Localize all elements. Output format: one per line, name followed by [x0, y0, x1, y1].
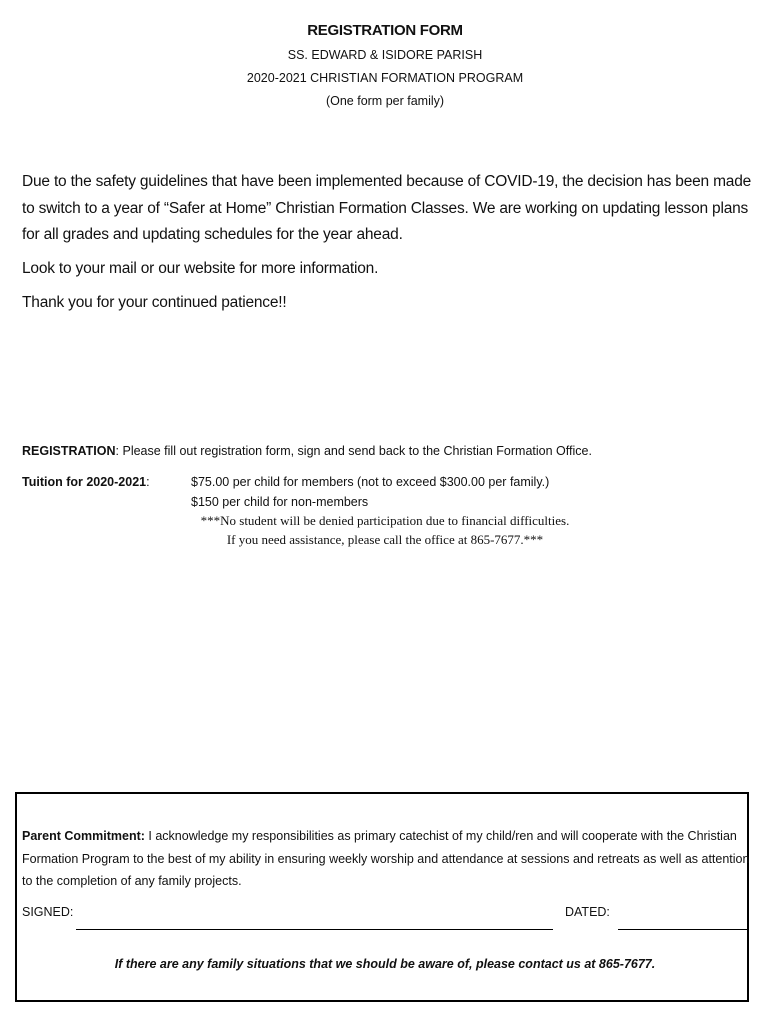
- financial-note-text: ***No student will be denied participation due to financial difficulties.: [200, 513, 570, 528]
- parish-name: SS. EDWARD & ISIDORE PARISH: [287, 48, 483, 62]
- registration-instructions: [22, 444, 592, 458]
- nonmember-price: $150 per child for non-members: [191, 495, 369, 509]
- parent-commitment: [22, 825, 752, 893]
- commitment-text: I acknowledge my responsibilities as primary catechist of my child/ren and will cooperate with the Christian Formation Program to the best of my ability in ensuring weekly worship and attendance at sessions and retreats as well as attention to the completion of any family projects.: [22, 829, 750, 888]
- financial-note-line1: [0, 513, 770, 529]
- registration-text: : Please fill out registration form, sign and send back to the Christian Formation Office.: [115, 444, 592, 458]
- program-name: 2020-2021 CHRISTIAN FORMATION PROGRAM: [246, 71, 524, 85]
- intro-paragraph-thanks: Thank you for your continued patience!!: [22, 294, 287, 311]
- date-field[interactable]: [618, 929, 747, 930]
- intro-paragraph-covid: Due to the safety guidelines that have been implemented because of COVID-19, the decision has been made to switch to a year of “Safer at Home” Christian Formation Classes. We are working on updating lesson plans for all grades and updating schedules for the year ahead.: [22, 173, 752, 243]
- intro-paragraph-mail: Look to your mail or our website for more information.: [22, 260, 379, 277]
- one-form-note: (One form per family): [325, 94, 445, 108]
- tuition-colon: :: [146, 475, 150, 489]
- member-price: $75.00 per child for members (not to exceed $300.00 per family.): [191, 475, 550, 489]
- contact-note: If there are any family situations that we should be aware of, please contact us at 865-7677.: [114, 957, 656, 971]
- signed-label: SIGNED:: [22, 905, 74, 919]
- tuition-heading: [22, 475, 150, 489]
- tuition-label: Tuition for 2020-2021: [22, 475, 147, 489]
- registration-label: REGISTRATION: [22, 444, 116, 458]
- commitment-label: Parent Commitment:: [22, 829, 145, 843]
- form-title: REGISTRATION FORM: [307, 22, 463, 39]
- financial-note-line2: If you need assistance, please call the office at 865-7677.***: [226, 532, 544, 547]
- signature-field[interactable]: [76, 929, 553, 930]
- dated-label: DATED:: [565, 905, 610, 919]
